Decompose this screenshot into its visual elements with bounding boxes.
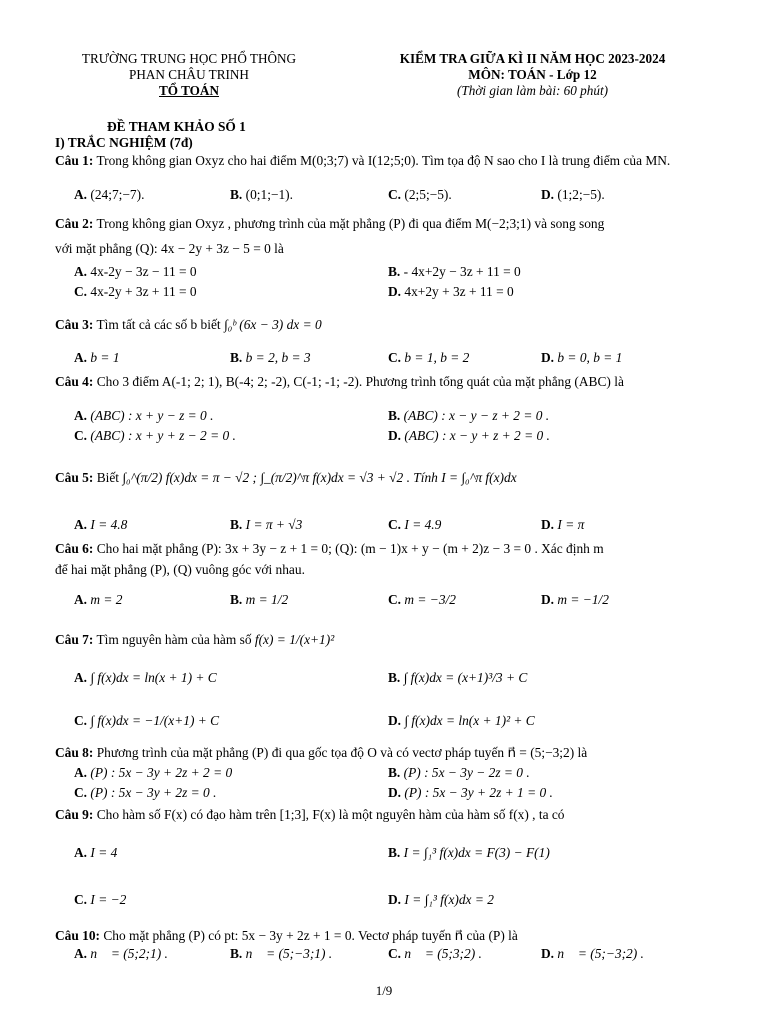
option-label: B. <box>388 670 401 685</box>
option-text: m = 2 <box>90 592 123 607</box>
question-text: Cho hàm số F(x) có đạo hàm trên [1;3], F(x) là một nguyên hàm của hàm số f(x) , ta có <box>96 807 565 822</box>
option-b[interactable] <box>388 765 530 782</box>
option-b[interactable] <box>230 187 293 204</box>
option-d[interactable] <box>388 428 550 445</box>
option-label: A. <box>74 670 88 685</box>
question-4 <box>55 374 715 391</box>
option-text: (P) : 5x − 3y + 2z + 2 = 0 <box>90 765 233 780</box>
option-text: 4x-2y − 3z − 11 = 0 <box>90 264 197 279</box>
question-6-cont: để hai mặt phẳng (P), (Q) vuông góc với nhau. <box>55 562 305 577</box>
option-c[interactable] <box>388 187 452 204</box>
option-c[interactable] <box>388 946 482 963</box>
option-label: C. <box>388 946 402 961</box>
option-text: I = 4.9 <box>404 517 442 532</box>
option-label: C. <box>74 284 88 299</box>
school-header <box>58 51 320 99</box>
option-label: A. <box>74 592 88 607</box>
option-c[interactable] <box>388 592 456 609</box>
question-label: Câu 3: <box>55 317 94 332</box>
option-b[interactable] <box>388 264 521 281</box>
option-text: (ABC) : x + y − z = 0 . <box>90 408 214 423</box>
option-b[interactable] <box>388 408 549 425</box>
option-b[interactable] <box>388 845 550 862</box>
option-text: (ABC) : x + y + z − 2 = 0 . <box>90 428 236 443</box>
option-text: (2;5;−5). <box>404 187 452 202</box>
option-text: ∫ f(x)dx = (x+1)³/3 + C <box>403 670 528 685</box>
option-label: B. <box>230 350 243 365</box>
option-text: (1;2;−5). <box>557 187 605 202</box>
option-c[interactable] <box>74 428 236 445</box>
option-label: B. <box>388 845 401 860</box>
question-text: Tìm nguyên hàm của hàm số <box>96 632 252 647</box>
option-text: m = 1/2 <box>245 592 289 607</box>
question-label: Câu 10: <box>55 928 101 943</box>
option-text: (P) : 5x − 3y + 2z = 0 . <box>90 785 217 800</box>
question-text: Trong không gian Oxyz , phương trình của mặt phẳng (P) đi qua điểm M(−2;3;1) và song song <box>96 216 605 231</box>
option-a[interactable] <box>74 765 232 782</box>
school-name-line2: PHAN CHÂU TRINH <box>129 67 249 82</box>
question-10 <box>55 928 518 945</box>
question-8 <box>55 745 587 762</box>
option-text: n⃗ = (5;2;1) . <box>90 946 168 961</box>
option-label: D. <box>388 284 402 299</box>
question-2-cont: với mặt phẳng (Q): 4x − 2y + 3z − 5 = 0 là <box>55 241 284 256</box>
question-label: Câu 2: <box>55 216 94 231</box>
option-text: n⃗ = (5;−3;1) . <box>245 946 333 961</box>
integral-formula-3: I = ∫₀^π f(x)dx <box>441 470 517 485</box>
option-text: b = 1 <box>90 350 120 365</box>
question-2 <box>55 216 604 233</box>
option-label: B. <box>388 765 401 780</box>
option-label: B. <box>388 264 401 279</box>
option-c[interactable] <box>388 517 441 534</box>
option-label: A. <box>74 350 88 365</box>
option-d[interactable] <box>388 785 553 802</box>
question-text: Cho 3 điểm A(-1; 2; 1), B(-4; 2; -2), C(-1; -1; -2). Phương trình tổng quát của mặt phẳng (ABC) là <box>96 374 624 389</box>
option-label: B. <box>388 408 401 423</box>
option-a[interactable] <box>74 350 120 367</box>
option-text: I = −2 <box>90 892 127 907</box>
question-text: Cho mặt phẳng (P) có pt: 5x − 3y + 2z + 1 = 0. Vectơ pháp tuyến n⃗ của (P) là <box>103 928 518 943</box>
exam-subject: MÔN: TOÁN - Lớp 12 <box>468 67 597 82</box>
option-label: C. <box>388 350 402 365</box>
option-label: C. <box>74 892 88 907</box>
option-d[interactable] <box>541 592 609 609</box>
option-text: I = π <box>557 517 585 532</box>
doc-title: ĐỀ THAM KHẢO SỐ 1 <box>107 119 246 134</box>
question-label: Câu 4: <box>55 374 94 389</box>
option-label: A. <box>74 517 88 532</box>
option-text: I = π + √3 <box>245 517 303 532</box>
question-label: Câu 9: <box>55 807 94 822</box>
question-label: Câu 7: <box>55 632 94 647</box>
option-a[interactable] <box>74 592 123 609</box>
question-text: Biết <box>96 470 120 485</box>
option-label: D. <box>541 946 555 961</box>
option-label: C. <box>74 713 88 728</box>
option-c[interactable] <box>74 713 219 730</box>
exam-title: KIỂM TRA GIỮA KÌ II NĂM HỌC 2023-2024 <box>399 51 666 66</box>
option-text: ∫ f(x)dx = ln(x + 1) + C <box>90 670 217 685</box>
exam-header <box>365 51 700 99</box>
option-label: D. <box>388 428 402 443</box>
option-b[interactable] <box>230 350 311 367</box>
option-a[interactable] <box>74 670 217 687</box>
option-text: (P) : 5x − 3y − 2z = 0 . <box>403 765 530 780</box>
option-text: n⃗ = (5;−3;2) . <box>557 946 644 961</box>
option-label: D. <box>388 713 402 728</box>
question-5 <box>55 470 517 487</box>
option-text: - 4x+2y − 3z + 11 = 0 <box>403 264 521 279</box>
option-label: B. <box>230 946 243 961</box>
option-text: ∫ f(x)dx = ln(x + 1)² + C <box>404 713 535 728</box>
option-label: B. <box>230 187 243 202</box>
question-label: Câu 5: <box>55 470 94 485</box>
option-label: C. <box>388 187 402 202</box>
option-a[interactable] <box>74 408 213 425</box>
question-3 <box>55 317 322 334</box>
function-formula: f(x) = 1/(x+1)² <box>254 632 335 647</box>
option-text: b = 0, b = 1 <box>557 350 623 365</box>
question-text: Tìm tất cả các số b biết <box>96 317 221 332</box>
option-label: D. <box>541 350 555 365</box>
option-c[interactable] <box>388 350 469 367</box>
option-a[interactable] <box>74 187 144 204</box>
option-label: C. <box>388 592 402 607</box>
exam-duration: (Thời gian làm bài: 60 phút) <box>457 83 608 98</box>
option-d[interactable] <box>541 946 644 963</box>
school-name-line1: TRƯỜNG TRUNG HỌC PHỔ THÔNG <box>81 51 297 66</box>
option-label: A. <box>74 946 88 961</box>
option-b[interactable] <box>388 670 527 687</box>
option-text: 4x+2y + 3z + 11 = 0 <box>404 284 514 299</box>
section-title: I) TRẮC NGHIỆM (7đ) <box>55 135 193 150</box>
option-text: m = −1/2 <box>557 592 609 607</box>
question-label: Câu 1: <box>55 153 94 168</box>
option-text: b = 1, b = 2 <box>404 350 470 365</box>
option-c[interactable] <box>74 785 216 802</box>
option-b[interactable] <box>230 517 302 534</box>
question-label: Câu 8: <box>55 745 94 760</box>
option-label: A. <box>74 765 88 780</box>
integral-formula-2: ∫_(π/2)^π f(x)dx = √3 + √2 . Tính <box>260 470 438 485</box>
question-text: Cho hai mặt phẳng (P): 3x + 3y − z + 1 = 0; (Q): (m − 1)x + y − (m + 2)z − 3 = 0 . Xác định m <box>96 541 604 556</box>
option-a[interactable] <box>74 517 127 534</box>
option-d[interactable] <box>541 350 622 367</box>
question-text: Phương trình của mặt phẳng (P) đi qua gốc tọa độ O và có vectơ pháp tuyến n⃗ = (5;−3;2) là <box>96 745 588 760</box>
option-text: m = −3/2 <box>404 592 456 607</box>
option-a[interactable] <box>74 845 117 862</box>
option-text: (ABC) : x − y + z + 2 = 0 . <box>404 428 550 443</box>
option-text: ∫ f(x)dx = −1/(x+1) + C <box>90 713 220 728</box>
option-label: A. <box>74 187 88 202</box>
question-text: Trong không gian Oxyz cho hai điểm M(0;3;7) và I(12;5;0). Tìm tọa độ N sao cho I là trung điểm của MN. <box>96 153 671 168</box>
question-6 <box>55 541 604 558</box>
option-label: A. <box>74 408 88 423</box>
question-label: Câu 6: <box>55 541 94 556</box>
option-d[interactable] <box>388 892 494 909</box>
option-text: (24;7;−7). <box>90 187 145 202</box>
option-label: A. <box>74 845 88 860</box>
option-d[interactable] <box>388 284 514 301</box>
question-7 <box>55 632 334 649</box>
option-label: B. <box>230 592 243 607</box>
option-a[interactable] <box>74 946 168 963</box>
option-label: D. <box>541 592 555 607</box>
option-label: D. <box>541 187 555 202</box>
option-b[interactable] <box>230 592 288 609</box>
option-text: b = 2, b = 3 <box>245 350 311 365</box>
department-name: TỔ TOÁN <box>159 83 219 98</box>
option-text: (ABC) : x − y − z + 2 = 0 . <box>403 408 550 423</box>
option-label: C. <box>388 517 402 532</box>
page-number: 1/9 <box>375 983 393 998</box>
integral-formula-1: ∫₀^(π/2) f(x)dx = π − √2 ; <box>122 470 257 485</box>
integral-formula: ∫₀ᵇ (6x − 3) dx = 0 <box>223 317 322 332</box>
option-text: I = 4.8 <box>90 517 128 532</box>
option-d[interactable] <box>541 187 605 204</box>
option-c[interactable] <box>74 892 126 909</box>
question-9 <box>55 807 565 824</box>
option-label: B. <box>230 517 243 532</box>
option-d[interactable] <box>388 713 535 730</box>
question-1 <box>55 153 715 170</box>
option-label: D. <box>541 517 555 532</box>
option-a[interactable] <box>74 264 197 281</box>
option-d[interactable] <box>541 517 584 534</box>
option-text: I = 4 <box>90 845 118 860</box>
option-label: A. <box>74 264 88 279</box>
option-label: D. <box>388 785 402 800</box>
option-b[interactable] <box>230 946 332 963</box>
option-label: C. <box>74 785 88 800</box>
option-text: I = ∫₁³ f(x)dx = F(3) − F(1) <box>403 845 550 860</box>
option-text: n⃗ = (5;3;2) . <box>404 946 482 961</box>
option-text: 4x-2y + 3z + 11 = 0 <box>90 284 197 299</box>
option-text: (P) : 5x − 3y + 2z + 1 = 0 . <box>404 785 553 800</box>
option-text: (0;1;−1). <box>245 187 293 202</box>
option-c[interactable] <box>74 284 197 301</box>
option-text: I = ∫₁³ f(x)dx = 2 <box>404 892 494 907</box>
option-label: C. <box>74 428 88 443</box>
option-label: D. <box>388 892 402 907</box>
